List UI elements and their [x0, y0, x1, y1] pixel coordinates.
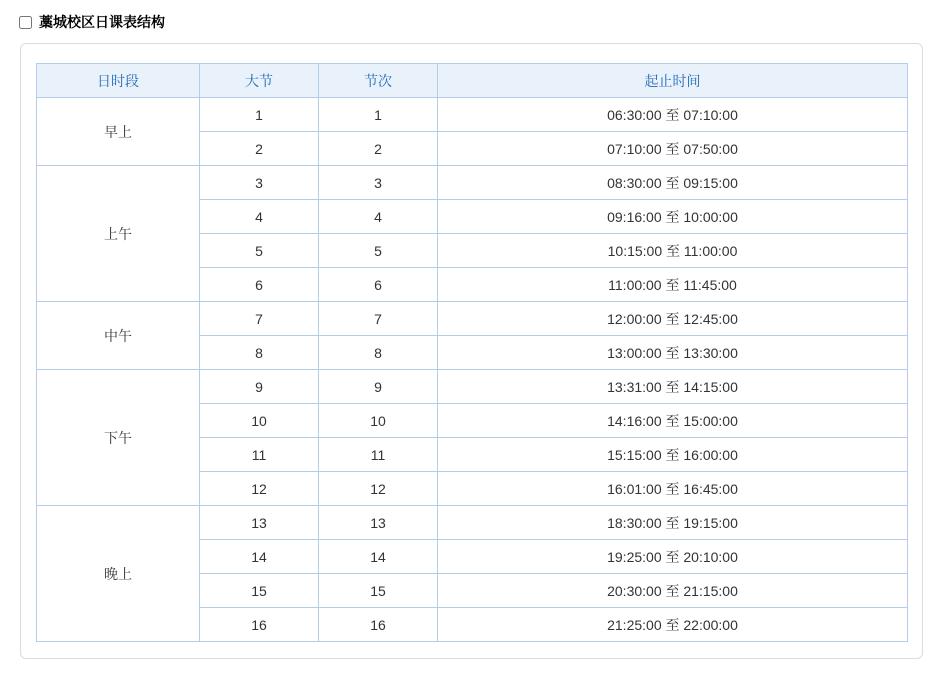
- schedule-panel: [20, 43, 923, 659]
- major-cell: 2: [200, 132, 319, 166]
- section-cell: 9: [319, 370, 438, 404]
- period-label: 早上: [37, 98, 200, 166]
- major-cell: 5: [200, 234, 319, 268]
- major-cell: 6: [200, 268, 319, 302]
- major-cell: 1: [200, 98, 319, 132]
- time-cell: 19:25:00 至 20:10:00: [438, 540, 908, 574]
- header-row: [37, 64, 908, 98]
- major-cell: 14: [200, 540, 319, 574]
- major-cell: 3: [200, 166, 319, 200]
- header-section: 节次: [319, 64, 438, 98]
- period-label: 晚上: [37, 506, 200, 642]
- period-label: 上午: [37, 166, 200, 302]
- section-cell: 2: [319, 132, 438, 166]
- section-cell: 15: [319, 574, 438, 608]
- section-cell: 11: [319, 438, 438, 472]
- time-cell: 13:31:00 至 14:15:00: [438, 370, 908, 404]
- major-cell: 4: [200, 200, 319, 234]
- time-cell: 11:00:00 至 11:45:00: [438, 268, 908, 302]
- table-row: [37, 370, 908, 404]
- time-cell: 07:10:00 至 07:50:00: [438, 132, 908, 166]
- major-cell: 12: [200, 472, 319, 506]
- table-row: [37, 506, 908, 540]
- section-cell: 10: [319, 404, 438, 438]
- major-cell: 16: [200, 608, 319, 642]
- header-major: 大节: [200, 64, 319, 98]
- section-cell: 7: [319, 302, 438, 336]
- header-time: 起止时间: [438, 64, 908, 98]
- major-cell: 11: [200, 438, 319, 472]
- schedule-checkbox[interactable]: [19, 16, 32, 29]
- period-label: 下午: [37, 370, 200, 506]
- time-cell: 12:00:00 至 12:45:00: [438, 302, 908, 336]
- major-cell: 15: [200, 574, 319, 608]
- time-cell: 16:01:00 至 16:45:00: [438, 472, 908, 506]
- major-cell: 13: [200, 506, 319, 540]
- section-cell: 5: [319, 234, 438, 268]
- section-cell: 8: [319, 336, 438, 370]
- period-label: 中午: [37, 302, 200, 370]
- major-cell: 10: [200, 404, 319, 438]
- schedule-table: [36, 63, 908, 642]
- time-cell: 20:30:00 至 21:15:00: [438, 574, 908, 608]
- page-header: [0, 0, 937, 30]
- time-cell: 08:30:00 至 09:15:00: [438, 166, 908, 200]
- time-cell: 13:00:00 至 13:30:00: [438, 336, 908, 370]
- time-cell: 14:16:00 至 15:00:00: [438, 404, 908, 438]
- section-cell: 13: [319, 506, 438, 540]
- table-row: [37, 166, 908, 200]
- major-cell: 8: [200, 336, 319, 370]
- section-cell: 1: [319, 98, 438, 132]
- page-title: 藁城校区日课表结构: [39, 14, 165, 30]
- table-row: [37, 302, 908, 336]
- time-cell: 06:30:00 至 07:10:00: [438, 98, 908, 132]
- header-period: 日时段: [37, 64, 200, 98]
- time-cell: 21:25:00 至 22:00:00: [438, 608, 908, 642]
- section-cell: 16: [319, 608, 438, 642]
- time-cell: 10:15:00 至 11:00:00: [438, 234, 908, 268]
- section-cell: 6: [319, 268, 438, 302]
- section-cell: 14: [319, 540, 438, 574]
- time-cell: 15:15:00 至 16:00:00: [438, 438, 908, 472]
- section-cell: 12: [319, 472, 438, 506]
- table-row: [37, 98, 908, 132]
- major-cell: 9: [200, 370, 319, 404]
- time-cell: 18:30:00 至 19:15:00: [438, 506, 908, 540]
- time-cell: 09:16:00 至 10:00:00: [438, 200, 908, 234]
- section-cell: 4: [319, 200, 438, 234]
- major-cell: 7: [200, 302, 319, 336]
- section-cell: 3: [319, 166, 438, 200]
